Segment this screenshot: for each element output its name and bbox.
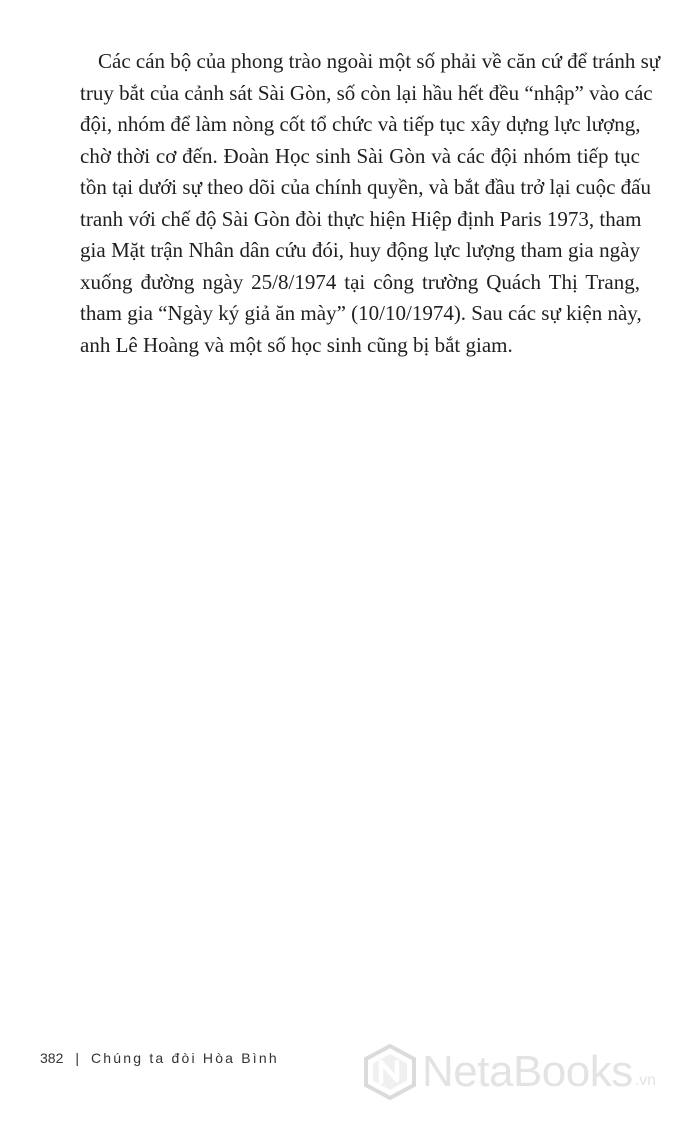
- paragraph-line: chờ thời cơ đến. Đoàn Học sinh Sài Gòn và các đội nhóm tiếp tục: [80, 143, 640, 168]
- paragraph-line: gia Mặt trận Nhân dân cứu đói, huy động lực lượng tham gia ngày: [80, 238, 640, 262]
- watermark: [362, 1044, 656, 1100]
- paragraph-line: anh Lê Hoàng và một số học sinh cũng bị bắt giam.: [80, 332, 513, 357]
- paragraph-line: tranh với chế độ Sài Gòn đòi thực hiện Hiệp định Paris 1973, tham: [80, 206, 642, 231]
- page-number: 382: [40, 1050, 64, 1066]
- running-title: Chúng ta đòi Hòa Bình: [91, 1050, 279, 1066]
- paragraph-line: xuống đường ngày 25/8/1974 tại công trường Quách Thị Trang,: [80, 269, 640, 294]
- watermark-brand: NetaBooks: [422, 1047, 633, 1096]
- paragraph-line: tồn tại dưới sự theo dõi của chính quyền, và bắt đầu trở lại cuộc đấu: [80, 175, 651, 199]
- page-footer: [40, 1050, 279, 1066]
- paragraph-line: truy bắt của cảnh sát Sài Gòn, số còn lại hầu hết đều “nhập” vào các: [80, 80, 653, 105]
- paragraph-line: tham gia “Ngày ký giả ăn mày” (10/10/1974). Sau các sự kiện này,: [80, 301, 642, 325]
- netabooks-logo-icon: [362, 1044, 418, 1100]
- paragraph-line: Các cán bộ của phong trào ngoài một số phải về căn cứ để tránh sự: [98, 49, 661, 73]
- footer-separator: |: [75, 1050, 79, 1066]
- body-paragraph: [80, 46, 661, 361]
- paragraph-line: đội, nhóm để làm nòng cốt tổ chức và tiếp tục xây dựng lực lượng,: [80, 112, 641, 136]
- watermark-tld: .vn: [634, 1072, 657, 1089]
